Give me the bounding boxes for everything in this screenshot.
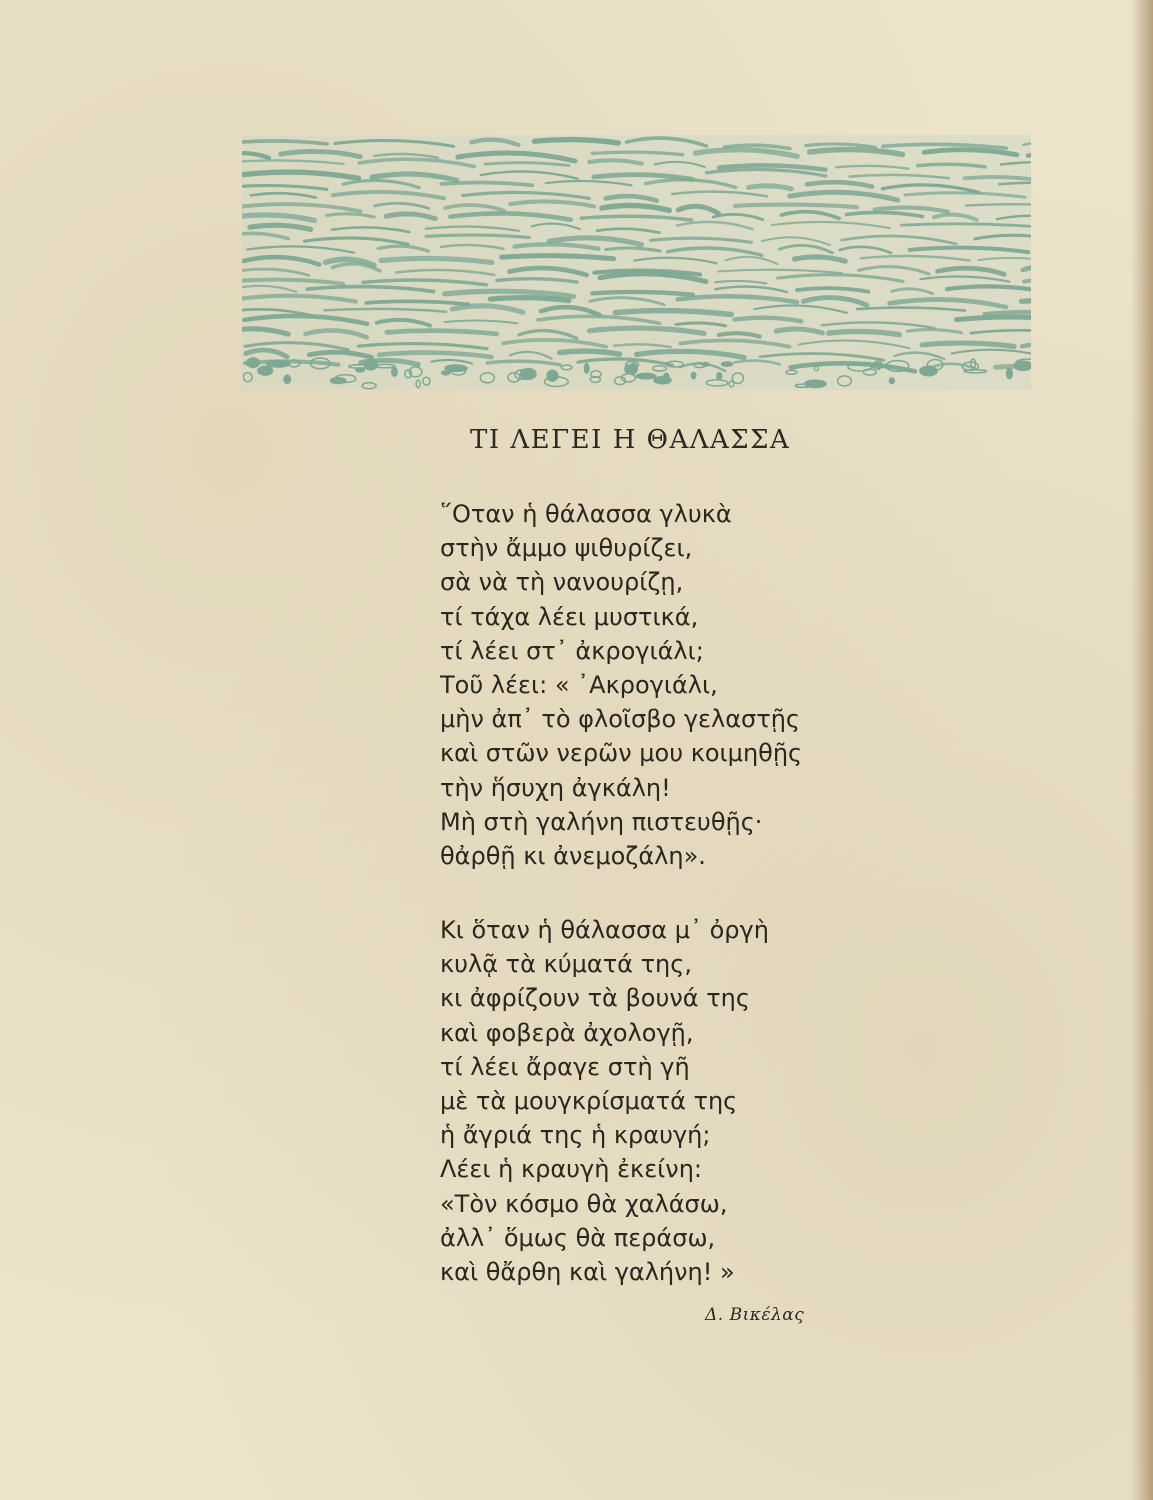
verse-line: Λέει ἡ κραυγὴ ἐκείνη: xyxy=(440,1155,702,1184)
verse-line: ῞Οταν ἡ θάλασσα γλυκὰ xyxy=(440,500,732,528)
wave-stroke xyxy=(490,298,569,301)
verse-line: τί λέει στ᾿ ἀκρογιάλι; xyxy=(440,636,704,665)
pebble xyxy=(267,360,290,367)
stanza-1 xyxy=(440,497,802,873)
verse-line: καὶ στῶν νερῶν μου κοιμηθῇς xyxy=(440,739,803,768)
pebble xyxy=(717,373,722,380)
pebble xyxy=(664,373,669,380)
verse-line: σὰ νὰ τὴ νανουρίζῃ, xyxy=(440,568,684,597)
pebble xyxy=(520,369,536,380)
pebble xyxy=(442,371,450,375)
pebble xyxy=(247,358,260,367)
pebble xyxy=(331,378,346,384)
sea-waves-woodcut xyxy=(242,135,1031,390)
verse-line: τὴν ἥσυχη ἀγκάλη! xyxy=(440,773,671,802)
pebble xyxy=(703,363,709,367)
verse-line: Τοῦ λέει: « ᾿Ακρογιάλι, xyxy=(440,670,718,699)
wave-stroke xyxy=(1028,154,1031,157)
pebble xyxy=(392,368,397,377)
poem-title: ΤΙ ΛΕΓΕΙ Η ΘΑΛΑΣΣΑ xyxy=(470,425,791,455)
verse-line: τί λέει ἄραγε στὴ γῆ xyxy=(440,1052,690,1081)
pebble xyxy=(889,378,894,383)
pebble xyxy=(258,366,273,375)
pebble xyxy=(636,373,655,378)
sea-waves-illustration xyxy=(242,135,1031,390)
verse-line: στὴν ἄμμο ψιθυρίζει, xyxy=(440,534,693,563)
pebble xyxy=(691,373,695,379)
wave-stroke xyxy=(560,351,620,354)
pebble xyxy=(805,380,826,387)
verse-line: κυλᾷ τὰ κύματά της, xyxy=(440,950,692,979)
pebble xyxy=(547,370,558,381)
verse-line: καὶ θἄρθη καὶ γαλήνη! » xyxy=(440,1257,735,1286)
page-spine-shadow xyxy=(1131,0,1153,1500)
verse-line: θἀρθῇ κι ἀνεμοζάλη». xyxy=(440,841,706,870)
pebble xyxy=(722,362,733,366)
verse-line: καὶ φοβερὰ ἀχολογῇ, xyxy=(440,1018,694,1047)
wave-stroke xyxy=(1021,300,1031,303)
verse-line: «Τὸν κόσμο θὰ χαλάσω, xyxy=(440,1189,728,1218)
pebble xyxy=(1007,368,1013,378)
pebble xyxy=(584,364,588,374)
verse-line: Μὴ στὴ γαλήνη πιστευθῇς· xyxy=(440,807,763,836)
verse-line: ἀλλ᾿ ὅμως θὰ περάσω, xyxy=(440,1223,716,1252)
verse-line: ἡ ἄγριά της ἡ κραυγή; xyxy=(440,1121,711,1150)
verse-line: τί τάχα λέει μυστικά, xyxy=(440,602,699,631)
verse-line: κι ἀφρίζουν τὰ βουνά της xyxy=(440,984,750,1013)
poem-author: Δ. Βικέλας xyxy=(705,1305,805,1325)
pebble xyxy=(920,366,937,375)
verse-line: μὴν ἀπ᾿ τὸ φλοῖσβο γελαστῇς xyxy=(440,705,801,734)
verse-line: μὲ τὰ μουγκρίσματά της xyxy=(440,1086,738,1115)
pebble xyxy=(284,375,290,383)
verse-line: Κι ὅταν ἡ θάλασσα μ᾿ ὀργὴ xyxy=(440,916,769,944)
stanza-2 xyxy=(440,913,769,1289)
